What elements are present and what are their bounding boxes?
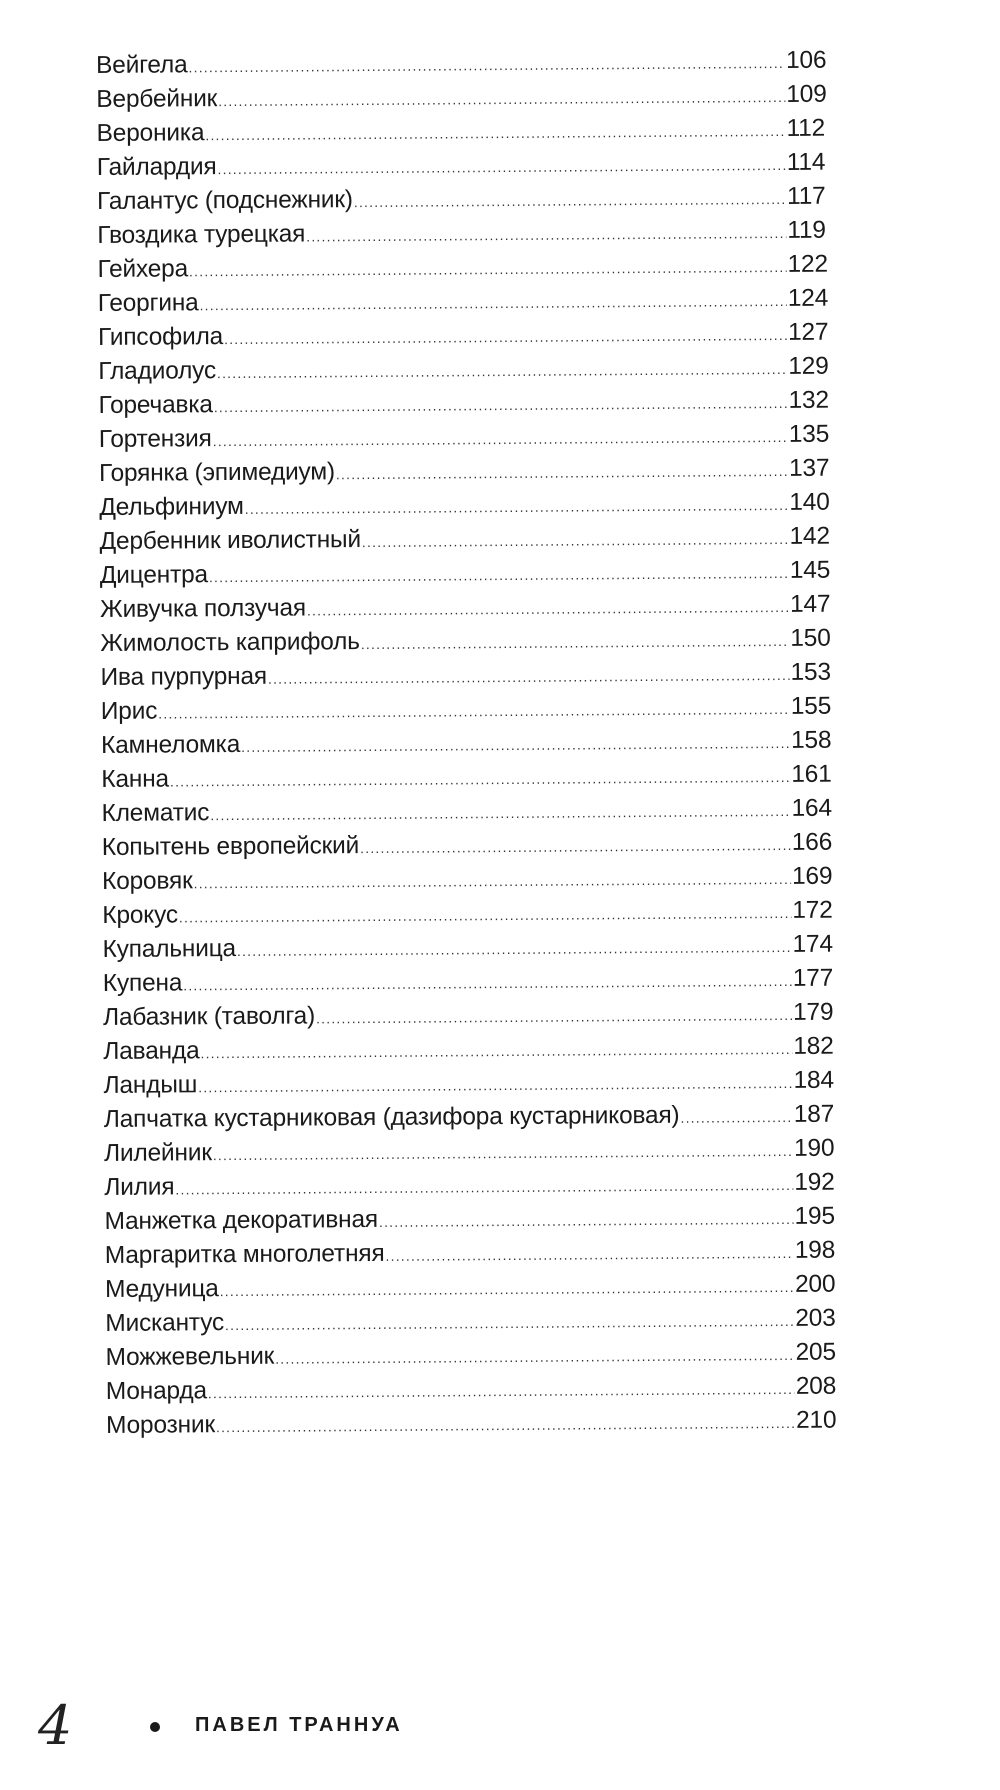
entry-page: 187 [793,1100,835,1128]
dot-leader [214,395,788,415]
entry-page: 190 [793,1134,835,1162]
entry-page: 164 [791,794,832,822]
dot-leader [213,1143,793,1163]
toc-entry [97,149,837,188]
toc-entry [99,523,839,562]
entry-title: Лилия [104,1173,175,1201]
toc-entry [98,319,838,358]
entry-title: Лаванда [103,1037,200,1065]
entry-page: 124 [787,284,829,312]
entry-page: 140 [789,488,830,516]
dot-leader [217,157,785,177]
entry-title: Вероника [96,119,205,147]
toc-entry [99,455,839,494]
entry-title: Лабазник (таволга) [102,1002,316,1031]
dot-leader [220,1279,795,1299]
table-of-contents [96,47,846,1446]
entry-title: Гвоздика турецкая [97,220,306,249]
entry-title: Клематис [101,799,210,827]
entry-page: 166 [791,828,833,856]
dot-leader [205,123,785,143]
entry-title: Копытень европейский [101,832,360,861]
entry-page: 145 [789,556,831,584]
toc-entry [98,353,838,392]
toc-entry [97,183,837,222]
entry-page: 203 [795,1304,836,1332]
entry-title: Медуница [104,1275,219,1303]
entry-page: 122 [787,250,828,278]
dot-leader [175,1177,793,1198]
toc-entry [96,81,836,120]
entry-title: Гортензия [98,425,212,453]
entry-page: 177 [792,964,834,992]
dot-leader [354,191,786,210]
toc-entry [104,1203,844,1242]
author-name: ПАВЕЛ ТРАННУА [195,1714,403,1736]
entry-title: Маргаритка многолетняя [104,1239,385,1269]
entry-title: Дербенник иволистный [99,526,361,555]
dot-leader [245,497,789,517]
dot-leader [225,1313,794,1333]
dot-leader [306,225,786,245]
entry-title: Лапчатка кустарниковая (дазифора кустарниковая) [103,1101,680,1133]
toc-entry [105,1305,845,1344]
toc-entry [103,1033,843,1072]
entry-title: Камнеломка [100,730,241,759]
entry-page: 117 [786,182,826,210]
entry-page: 195 [794,1202,835,1230]
dot-leader [361,633,790,652]
toc-entry [104,1169,844,1208]
entry-title: Горечавка [98,391,213,419]
dot-leader [224,327,787,347]
entry-page: 182 [793,1032,834,1060]
entry-page: 169 [791,862,833,890]
entry-title: Можжевельник [105,1342,275,1371]
toc-entry [100,625,840,664]
dot-leader [336,463,788,482]
entry-page: 112 [786,114,826,142]
entry-page: 174 [792,930,833,958]
toc-entry [106,1373,846,1412]
toc-entry [102,829,842,868]
dot-leader [188,55,785,75]
entry-page: 155 [790,692,832,720]
toc-entry [105,1237,845,1276]
toc-entry [100,557,840,596]
dot-leader [183,973,792,993]
page-number: 4 [38,1694,73,1757]
entry-title: Гайлардия [96,153,217,181]
page-edge-crop [834,1525,894,1615]
entry-page: 192 [794,1168,835,1196]
dot-leader [218,89,785,109]
entry-title: Живучка ползучая [99,594,306,623]
entry-title: Морозник [105,1411,216,1439]
toc-entry [102,897,842,936]
entry-title: Гладиолус [98,357,217,385]
page-footer [0,1694,1000,1760]
entry-page: 114 [786,148,826,176]
entry-page: 210 [795,1406,837,1434]
entry-page: 158 [790,726,832,754]
toc-entry [100,659,840,698]
dot-leader [200,1041,792,1061]
toc-entry [99,489,839,528]
dot-leader [189,259,787,279]
entry-page: 135 [788,420,830,448]
toc-entry [98,387,838,426]
entry-title: Жимолость каприфоль [100,628,360,657]
entry-page: 179 [792,998,834,1026]
dot-leader [170,769,791,790]
toc-entry [105,1271,845,1310]
toc-entry [103,1067,843,1106]
entry-page: 172 [792,896,833,924]
toc-entry [101,795,841,834]
entry-title: Купена [102,969,183,997]
entry-title: Ива пурпурная [100,662,268,691]
bullet-icon [150,1722,160,1732]
dot-leader [216,1415,795,1435]
toc-entry [103,999,843,1038]
toc-entry [98,285,838,324]
dot-leader [385,1245,793,1264]
entry-page: 198 [794,1236,836,1264]
entry-title: Вейгела [96,51,188,79]
toc-entry [97,251,837,290]
entry-page: 200 [794,1270,836,1298]
dot-leader [158,701,790,722]
entry-page: 109 [786,80,827,108]
entry-title: Гипсофила [97,323,224,351]
entry-page: 127 [787,318,829,346]
entry-page: 184 [793,1066,834,1094]
toc-entry [97,217,837,256]
entry-title: Вербейник [96,85,218,113]
dot-leader [307,599,789,619]
entry-title: Крокус [102,901,178,929]
entry-title: Ландыш [103,1071,198,1099]
dot-leader [213,429,788,449]
entry-page: 205 [795,1338,836,1366]
dot-leader [217,361,787,381]
entry-page: 129 [788,352,829,380]
toc-entry [96,115,836,154]
toc-entry [99,421,839,460]
entry-title: Купальница [102,934,237,963]
dot-leader [194,871,792,891]
toc-entry [101,693,841,732]
entry-page: 137 [788,454,830,482]
dot-leader [362,531,789,550]
dot-leader [275,1347,795,1367]
dot-leader [379,1211,794,1230]
dot-leader [179,905,792,925]
entry-page: 161 [791,760,832,788]
entry-title: Дицентра [99,561,209,589]
entry-title: Канна [101,765,170,793]
entry-title: Горянка (эпимедиум) [98,458,335,487]
dot-leader [208,1381,795,1401]
toc-entry [104,1135,844,1174]
dot-leader [680,1109,792,1126]
toc-entry [105,1339,845,1378]
entry-title: Гейхера [97,255,189,283]
dot-leader [210,803,790,823]
entry-title: Лилейник [103,1139,212,1167]
toc-entry [96,47,836,86]
toc-entry [101,727,841,766]
dot-leader [237,939,792,959]
entry-title: Мискантус [105,1309,225,1337]
dot-leader [199,293,786,313]
entry-title: Георгина [97,289,199,317]
toc-entry [102,863,842,902]
entry-page: 142 [789,522,830,550]
dot-leader [209,565,789,585]
dot-leader [316,1007,792,1026]
toc-entry [100,591,840,630]
entry-page: 208 [795,1372,837,1400]
dot-leader [360,837,791,856]
entry-page: 106 [785,46,827,74]
toc-entry [101,761,841,800]
toc-entry [104,1101,844,1140]
toc-entry [103,965,843,1004]
dot-leader [268,667,790,687]
entry-title: Коровяк [101,867,193,895]
entry-page: 119 [787,216,826,244]
entry-title: Ирис [100,697,158,725]
entry-title: Галантус (подснежник) [96,186,353,215]
dot-leader [198,1075,792,1095]
entry-page: 153 [790,658,831,686]
entry-page: 132 [788,386,829,414]
dot-leader [241,735,790,755]
entry-title: Манжетка декоративная [104,1205,379,1235]
entry-title: Монарда [105,1377,207,1405]
toc-entry [106,1407,846,1446]
entry-page: 147 [789,590,831,618]
entry-title: Дельфиниум [99,492,244,521]
entry-page: 150 [790,624,831,652]
toc-entry [102,931,842,970]
